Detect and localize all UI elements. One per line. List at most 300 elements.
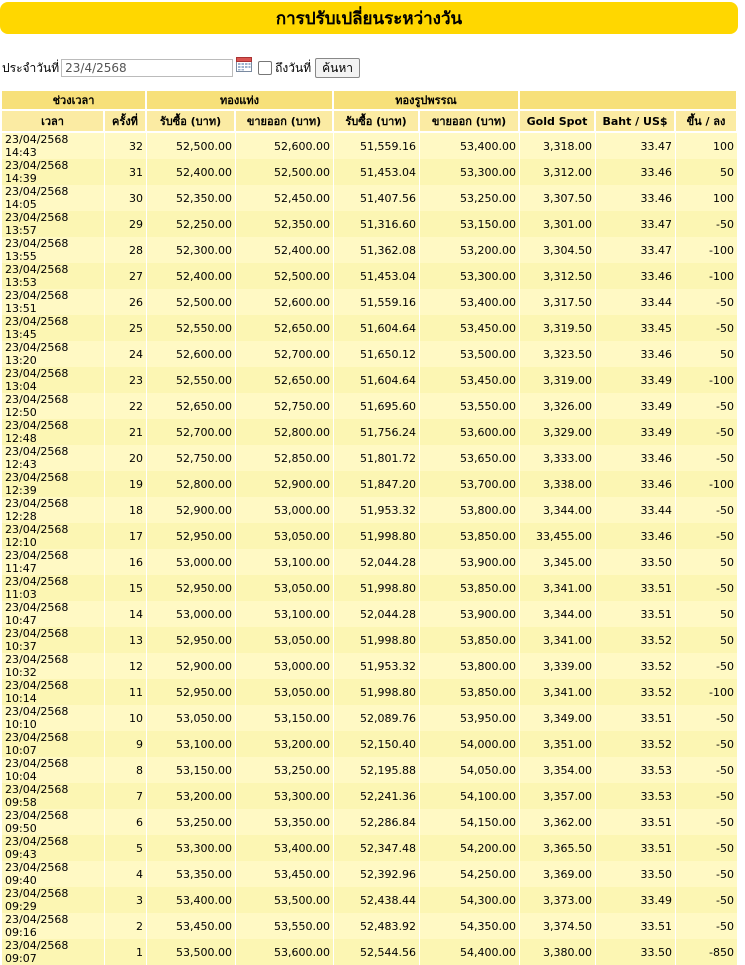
cell-round: 18	[105, 497, 147, 523]
cell-time: 23/04/2568 11:03	[2, 575, 105, 601]
cell-change: -50	[676, 731, 738, 757]
cell-time: 23/04/2568 09:50	[2, 809, 105, 835]
cell-round: 27	[105, 263, 147, 289]
cell-bar-buy: 52,700.00	[147, 419, 236, 445]
cell-ornament-sell: 53,700.00	[420, 471, 520, 497]
cell-baht-usd: 33.47	[596, 211, 676, 237]
col-header-gold-spot: Gold Spot	[520, 111, 596, 133]
cell-change: -100	[676, 263, 738, 289]
cell-ornament-buy: 52,544.56	[334, 939, 420, 965]
cell-bar-buy: 53,400.00	[147, 887, 236, 913]
search-button[interactable]: ค้นหา	[315, 58, 360, 78]
cell-time: 23/04/2568 12:43	[2, 445, 105, 471]
cell-ornament-buy: 51,998.80	[334, 523, 420, 549]
cell-baht-usd: 33.52	[596, 679, 676, 705]
cell-baht-usd: 33.44	[596, 289, 676, 315]
cell-ornament-sell: 53,800.00	[420, 497, 520, 523]
cell-time: 23/04/2568 13:55	[2, 237, 105, 263]
cell-bar-buy: 52,600.00	[147, 341, 236, 367]
cell-change: 50	[676, 627, 738, 653]
cell-ornament-buy: 51,998.80	[334, 575, 420, 601]
cell-baht-usd: 33.46	[596, 185, 676, 211]
cell-gold-spot: 3,326.00	[520, 393, 596, 419]
cell-baht-usd: 33.46	[596, 341, 676, 367]
table-row	[2, 289, 738, 315]
table-row	[2, 757, 738, 783]
cell-ornament-buy: 51,847.20	[334, 471, 420, 497]
cell-round: 23	[105, 367, 147, 393]
cell-ornament-buy: 51,953.32	[334, 497, 420, 523]
cell-bar-buy: 52,900.00	[147, 497, 236, 523]
cell-ornament-buy: 52,044.28	[334, 549, 420, 575]
cell-ornament-buy: 52,195.88	[334, 757, 420, 783]
col-header-time: เวลา	[2, 111, 105, 133]
table-row	[2, 601, 738, 627]
table-row	[2, 861, 738, 887]
cell-baht-usd: 33.51	[596, 913, 676, 939]
cell-bar-sell: 53,400.00	[236, 835, 334, 861]
cell-bar-buy: 53,350.00	[147, 861, 236, 887]
cell-time: 23/04/2568 10:10	[2, 705, 105, 731]
cell-ornament-buy: 52,044.28	[334, 601, 420, 627]
cell-ornament-sell: 54,350.00	[420, 913, 520, 939]
cell-change: -50	[676, 419, 738, 445]
table-row	[2, 549, 738, 575]
cell-ornament-sell: 53,400.00	[420, 289, 520, 315]
table-row	[2, 913, 738, 939]
cell-bar-buy: 53,100.00	[147, 731, 236, 757]
cell-change: -50	[676, 289, 738, 315]
cell-bar-sell: 53,350.00	[236, 809, 334, 835]
cell-bar-sell: 53,050.00	[236, 523, 334, 549]
table-row	[2, 315, 738, 341]
cell-bar-buy: 52,950.00	[147, 523, 236, 549]
cell-time: 23/04/2568 13:53	[2, 263, 105, 289]
cell-time: 23/04/2568 10:07	[2, 731, 105, 757]
cell-bar-sell: 52,650.00	[236, 315, 334, 341]
cell-gold-spot: 3,362.00	[520, 809, 596, 835]
cell-round: 2	[105, 913, 147, 939]
cell-bar-buy: 52,950.00	[147, 627, 236, 653]
cell-gold-spot: 3,344.00	[520, 601, 596, 627]
cell-bar-buy: 52,950.00	[147, 575, 236, 601]
cell-ornament-buy: 52,241.36	[334, 783, 420, 809]
table-row	[2, 237, 738, 263]
cell-bar-sell: 52,750.00	[236, 393, 334, 419]
cell-ornament-sell: 53,650.00	[420, 445, 520, 471]
table-row	[2, 939, 738, 965]
cell-time: 23/04/2568 14:43	[2, 133, 105, 159]
table-row	[2, 887, 738, 913]
cell-change: -100	[676, 237, 738, 263]
cell-gold-spot: 3,312.50	[520, 263, 596, 289]
cell-change: -50	[676, 211, 738, 237]
cell-ornament-buy: 51,604.64	[334, 315, 420, 341]
cell-bar-sell: 52,400.00	[236, 237, 334, 263]
cell-change: 50	[676, 341, 738, 367]
cell-round: 17	[105, 523, 147, 549]
cell-gold-spot: 3,317.50	[520, 289, 596, 315]
cell-gold-spot: 3,373.00	[520, 887, 596, 913]
cell-bar-buy: 52,650.00	[147, 393, 236, 419]
cell-bar-sell: 52,500.00	[236, 159, 334, 185]
cell-ornament-sell: 53,900.00	[420, 601, 520, 627]
col-header-round: ครั้งที่	[105, 111, 147, 133]
cell-ornament-sell: 53,400.00	[420, 133, 520, 159]
cell-ornament-sell: 54,150.00	[420, 809, 520, 835]
cell-bar-buy: 53,200.00	[147, 783, 236, 809]
page-title: การปรับเปลี่ยนระหว่างวัน	[275, 8, 463, 29]
cell-ornament-buy: 51,453.04	[334, 159, 420, 185]
cell-ornament-buy: 51,453.04	[334, 263, 420, 289]
cell-round: 29	[105, 211, 147, 237]
cell-bar-buy: 52,350.00	[147, 185, 236, 211]
table-row	[2, 211, 738, 237]
cell-ornament-buy: 51,756.24	[334, 419, 420, 445]
cell-change: -100	[676, 471, 738, 497]
cell-ornament-buy: 51,998.80	[334, 679, 420, 705]
cell-change: 100	[676, 133, 738, 159]
cell-gold-spot: 3,338.00	[520, 471, 596, 497]
table-row	[2, 445, 738, 471]
cell-bar-sell: 52,600.00	[236, 289, 334, 315]
cell-ornament-sell: 54,050.00	[420, 757, 520, 783]
cell-baht-usd: 33.49	[596, 393, 676, 419]
cell-ornament-sell: 54,000.00	[420, 731, 520, 757]
cell-baht-usd: 33.51	[596, 809, 676, 835]
cell-round: 8	[105, 757, 147, 783]
cell-bar-buy: 52,550.00	[147, 315, 236, 341]
cell-bar-buy: 52,800.00	[147, 471, 236, 497]
cell-round: 11	[105, 679, 147, 705]
cell-change: -50	[676, 783, 738, 809]
col-header-bar-buy: รับซื้อ (บาท)	[147, 111, 236, 133]
cell-ornament-sell: 53,550.00	[420, 393, 520, 419]
cell-ornament-sell: 53,200.00	[420, 237, 520, 263]
cell-baht-usd: 33.49	[596, 887, 676, 913]
cell-round: 14	[105, 601, 147, 627]
cell-ornament-sell: 54,100.00	[420, 783, 520, 809]
cell-gold-spot: 3,341.00	[520, 679, 596, 705]
cell-ornament-buy: 51,316.60	[334, 211, 420, 237]
cell-gold-spot: 3,333.00	[520, 445, 596, 471]
cell-time: 23/04/2568 09:43	[2, 835, 105, 861]
cell-ornament-buy: 51,362.08	[334, 237, 420, 263]
cell-round: 31	[105, 159, 147, 185]
cell-ornament-buy: 52,438.44	[334, 887, 420, 913]
cell-change: 50	[676, 549, 738, 575]
cell-baht-usd: 33.46	[596, 263, 676, 289]
group-header-gold-bar: ทองแท่ง	[147, 91, 334, 111]
cell-gold-spot: 3,344.00	[520, 497, 596, 523]
cell-baht-usd: 33.46	[596, 445, 676, 471]
page-title-bar	[0, 2, 738, 34]
cell-change: -100	[676, 679, 738, 705]
cell-bar-buy: 53,050.00	[147, 705, 236, 731]
cell-ornament-buy: 51,407.56	[334, 185, 420, 211]
cell-gold-spot: 3,307.50	[520, 185, 596, 211]
cell-ornament-sell: 53,450.00	[420, 315, 520, 341]
cell-baht-usd: 33.51	[596, 835, 676, 861]
cell-round: 22	[105, 393, 147, 419]
cell-ornament-sell: 53,450.00	[420, 367, 520, 393]
cell-ornament-sell: 53,850.00	[420, 523, 520, 549]
cell-time: 23/04/2568 12:10	[2, 523, 105, 549]
cell-change: -50	[676, 887, 738, 913]
col-header-baht-usd: Baht / US$	[596, 111, 676, 133]
cell-ornament-buy: 51,953.32	[334, 653, 420, 679]
table-row	[2, 627, 738, 653]
table-row	[2, 367, 738, 393]
cell-bar-sell: 53,500.00	[236, 887, 334, 913]
cell-ornament-sell: 53,600.00	[420, 419, 520, 445]
cell-ornament-buy: 51,604.64	[334, 367, 420, 393]
cell-round: 21	[105, 419, 147, 445]
cell-time: 23/04/2568 09:16	[2, 913, 105, 939]
cell-time: 23/04/2568 13:20	[2, 341, 105, 367]
cell-ornament-sell: 54,400.00	[420, 939, 520, 965]
cell-bar-buy: 52,250.00	[147, 211, 236, 237]
cell-change: 100	[676, 185, 738, 211]
cell-bar-sell: 53,100.00	[236, 549, 334, 575]
cell-gold-spot: 3,380.00	[520, 939, 596, 965]
cell-bar-sell: 52,350.00	[236, 211, 334, 237]
cell-round: 9	[105, 731, 147, 757]
cell-baht-usd: 33.52	[596, 627, 676, 653]
col-header-ornament-buy: รับซื้อ (บาท)	[334, 111, 420, 133]
table-row	[2, 705, 738, 731]
cell-ornament-sell: 53,950.00	[420, 705, 520, 731]
cell-ornament-buy: 52,392.96	[334, 861, 420, 887]
cell-ornament-buy: 52,347.48	[334, 835, 420, 861]
cell-time: 23/04/2568 14:05	[2, 185, 105, 211]
cell-baht-usd: 33.53	[596, 783, 676, 809]
cell-round: 26	[105, 289, 147, 315]
cell-ornament-sell: 53,250.00	[420, 185, 520, 211]
cell-bar-sell: 53,100.00	[236, 601, 334, 627]
cell-bar-buy: 52,500.00	[147, 133, 236, 159]
cell-round: 12	[105, 653, 147, 679]
cell-baht-usd: 33.51	[596, 705, 676, 731]
cell-baht-usd: 33.45	[596, 315, 676, 341]
table-row	[2, 523, 738, 549]
cell-ornament-sell: 53,500.00	[420, 341, 520, 367]
cell-time: 23/04/2568 12:50	[2, 393, 105, 419]
table-row	[2, 263, 738, 289]
group-header-time: ช่วงเวลา	[2, 91, 147, 111]
cell-time: 23/04/2568 12:48	[2, 419, 105, 445]
cell-ornament-buy: 51,801.72	[334, 445, 420, 471]
cell-round: 3	[105, 887, 147, 913]
cell-baht-usd: 33.47	[596, 133, 676, 159]
cell-change: -50	[676, 575, 738, 601]
cell-bar-sell: 52,500.00	[236, 263, 334, 289]
table-row	[2, 575, 738, 601]
cell-change: -50	[676, 861, 738, 887]
table-row	[2, 731, 738, 757]
cell-round: 25	[105, 315, 147, 341]
cell-round: 15	[105, 575, 147, 601]
cell-change: -50	[676, 835, 738, 861]
table-row	[2, 419, 738, 445]
cell-gold-spot: 3,339.00	[520, 653, 596, 679]
cell-time: 23/04/2568 09:07	[2, 939, 105, 965]
cell-bar-sell: 52,900.00	[236, 471, 334, 497]
cell-time: 23/04/2568 11:47	[2, 549, 105, 575]
cell-round: 32	[105, 133, 147, 159]
table-row	[2, 133, 738, 159]
cell-bar-buy: 52,300.00	[147, 237, 236, 263]
cell-gold-spot: 3,323.50	[520, 341, 596, 367]
cell-change: -50	[676, 913, 738, 939]
cell-ornament-sell: 53,800.00	[420, 653, 520, 679]
cell-gold-spot: 3,341.00	[520, 627, 596, 653]
cell-ornament-sell: 54,250.00	[420, 861, 520, 887]
table-row	[2, 783, 738, 809]
cell-ornament-sell: 53,300.00	[420, 159, 520, 185]
cell-time: 23/04/2568 13:45	[2, 315, 105, 341]
table-row	[2, 471, 738, 497]
cell-bar-sell: 52,700.00	[236, 341, 334, 367]
cell-baht-usd: 33.51	[596, 575, 676, 601]
cell-time: 23/04/2568 10:47	[2, 601, 105, 627]
cell-baht-usd: 33.46	[596, 159, 676, 185]
cell-gold-spot: 3,351.00	[520, 731, 596, 757]
cell-bar-sell: 53,000.00	[236, 497, 334, 523]
table-row	[2, 159, 738, 185]
cell-gold-spot: 3,319.00	[520, 367, 596, 393]
cell-ornament-buy: 52,089.76	[334, 705, 420, 731]
cell-gold-spot: 3,318.00	[520, 133, 596, 159]
cell-change: 50	[676, 601, 738, 627]
cell-change: -50	[676, 757, 738, 783]
cell-round: 28	[105, 237, 147, 263]
cell-bar-sell: 53,000.00	[236, 653, 334, 679]
cell-bar-sell: 53,050.00	[236, 575, 334, 601]
cell-baht-usd: 33.47	[596, 237, 676, 263]
table-row	[2, 835, 738, 861]
cell-baht-usd: 33.46	[596, 523, 676, 549]
cell-ornament-sell: 53,850.00	[420, 575, 520, 601]
cell-bar-buy: 52,500.00	[147, 289, 236, 315]
cell-time: 23/04/2568 10:04	[2, 757, 105, 783]
cell-time: 23/04/2568 12:28	[2, 497, 105, 523]
cell-ornament-buy: 52,483.92	[334, 913, 420, 939]
cell-gold-spot: 3,304.50	[520, 237, 596, 263]
cell-bar-sell: 53,050.00	[236, 679, 334, 705]
price-change-table	[2, 91, 738, 965]
cell-ornament-buy: 51,559.16	[334, 133, 420, 159]
cell-gold-spot: 3,301.00	[520, 211, 596, 237]
cell-bar-sell: 53,600.00	[236, 939, 334, 965]
cell-ornament-buy: 52,286.84	[334, 809, 420, 835]
cell-baht-usd: 33.51	[596, 601, 676, 627]
cell-gold-spot: 3,349.00	[520, 705, 596, 731]
table-row	[2, 679, 738, 705]
cell-baht-usd: 33.49	[596, 419, 676, 445]
cell-bar-sell: 52,600.00	[236, 133, 334, 159]
cell-time: 23/04/2568 13:04	[2, 367, 105, 393]
cell-round: 7	[105, 783, 147, 809]
cell-round: 13	[105, 627, 147, 653]
cell-gold-spot: 3,369.00	[520, 861, 596, 887]
cell-round: 16	[105, 549, 147, 575]
cell-baht-usd: 33.46	[596, 471, 676, 497]
cell-gold-spot: 3,329.00	[520, 419, 596, 445]
cell-ornament-buy: 51,559.16	[334, 289, 420, 315]
cell-bar-sell: 53,250.00	[236, 757, 334, 783]
cell-bar-buy: 53,450.00	[147, 913, 236, 939]
cell-time: 23/04/2568 10:32	[2, 653, 105, 679]
cell-round: 20	[105, 445, 147, 471]
cell-ornament-sell: 53,850.00	[420, 679, 520, 705]
date-input[interactable]	[61, 59, 233, 77]
cell-ornament-sell: 54,300.00	[420, 887, 520, 913]
cell-bar-sell: 52,650.00	[236, 367, 334, 393]
cell-ornament-sell: 53,900.00	[420, 549, 520, 575]
cell-time: 23/04/2568 14:39	[2, 159, 105, 185]
cell-round: 30	[105, 185, 147, 211]
cell-gold-spot: 3,354.00	[520, 757, 596, 783]
cell-baht-usd: 33.50	[596, 549, 676, 575]
cell-round: 10	[105, 705, 147, 731]
date-label: ประจำวันที่	[2, 60, 60, 75]
cell-bar-buy: 53,000.00	[147, 601, 236, 627]
cell-bar-sell: 53,200.00	[236, 731, 334, 757]
cell-ornament-buy: 51,998.80	[334, 627, 420, 653]
cell-baht-usd: 33.53	[596, 757, 676, 783]
cell-bar-buy: 53,000.00	[147, 549, 236, 575]
cell-bar-buy: 53,300.00	[147, 835, 236, 861]
cell-gold-spot: 3,312.00	[520, 159, 596, 185]
cell-gold-spot: 3,365.50	[520, 835, 596, 861]
cell-change: 50	[676, 159, 738, 185]
cell-bar-buy: 53,150.00	[147, 757, 236, 783]
cell-bar-sell: 52,850.00	[236, 445, 334, 471]
col-header-change: ขึ้น / ลง	[676, 111, 738, 133]
cell-baht-usd: 33.50	[596, 861, 676, 887]
cell-round: 19	[105, 471, 147, 497]
to-date-checkbox[interactable]	[258, 61, 272, 75]
calendar-icon[interactable]	[236, 56, 252, 72]
col-header-bar-sell: ขายออก (บาท)	[236, 111, 334, 133]
cell-change: -50	[676, 523, 738, 549]
cell-bar-sell: 53,550.00	[236, 913, 334, 939]
cell-bar-sell: 53,300.00	[236, 783, 334, 809]
cell-ornament-buy: 52,150.40	[334, 731, 420, 757]
cell-change: -50	[676, 653, 738, 679]
cell-time: 23/04/2568 09:29	[2, 887, 105, 913]
search-form	[2, 58, 360, 78]
cell-time: 23/04/2568 09:58	[2, 783, 105, 809]
cell-time: 23/04/2568 10:14	[2, 679, 105, 705]
cell-ornament-buy: 51,650.12	[334, 341, 420, 367]
table-row	[2, 341, 738, 367]
cell-time: 23/04/2568 12:39	[2, 471, 105, 497]
cell-ornament-sell: 53,150.00	[420, 211, 520, 237]
cell-bar-sell: 52,450.00	[236, 185, 334, 211]
cell-gold-spot: 3,357.00	[520, 783, 596, 809]
cell-ornament-sell: 53,300.00	[420, 263, 520, 289]
cell-bar-sell: 52,800.00	[236, 419, 334, 445]
table-row	[2, 185, 738, 211]
cell-ornament-sell: 54,200.00	[420, 835, 520, 861]
cell-gold-spot: 3,345.00	[520, 549, 596, 575]
cell-bar-buy: 52,900.00	[147, 653, 236, 679]
col-header-ornament-sell: ขายออก (บาท)	[420, 111, 520, 133]
cell-change: -100	[676, 367, 738, 393]
cell-time: 23/04/2568 13:51	[2, 289, 105, 315]
